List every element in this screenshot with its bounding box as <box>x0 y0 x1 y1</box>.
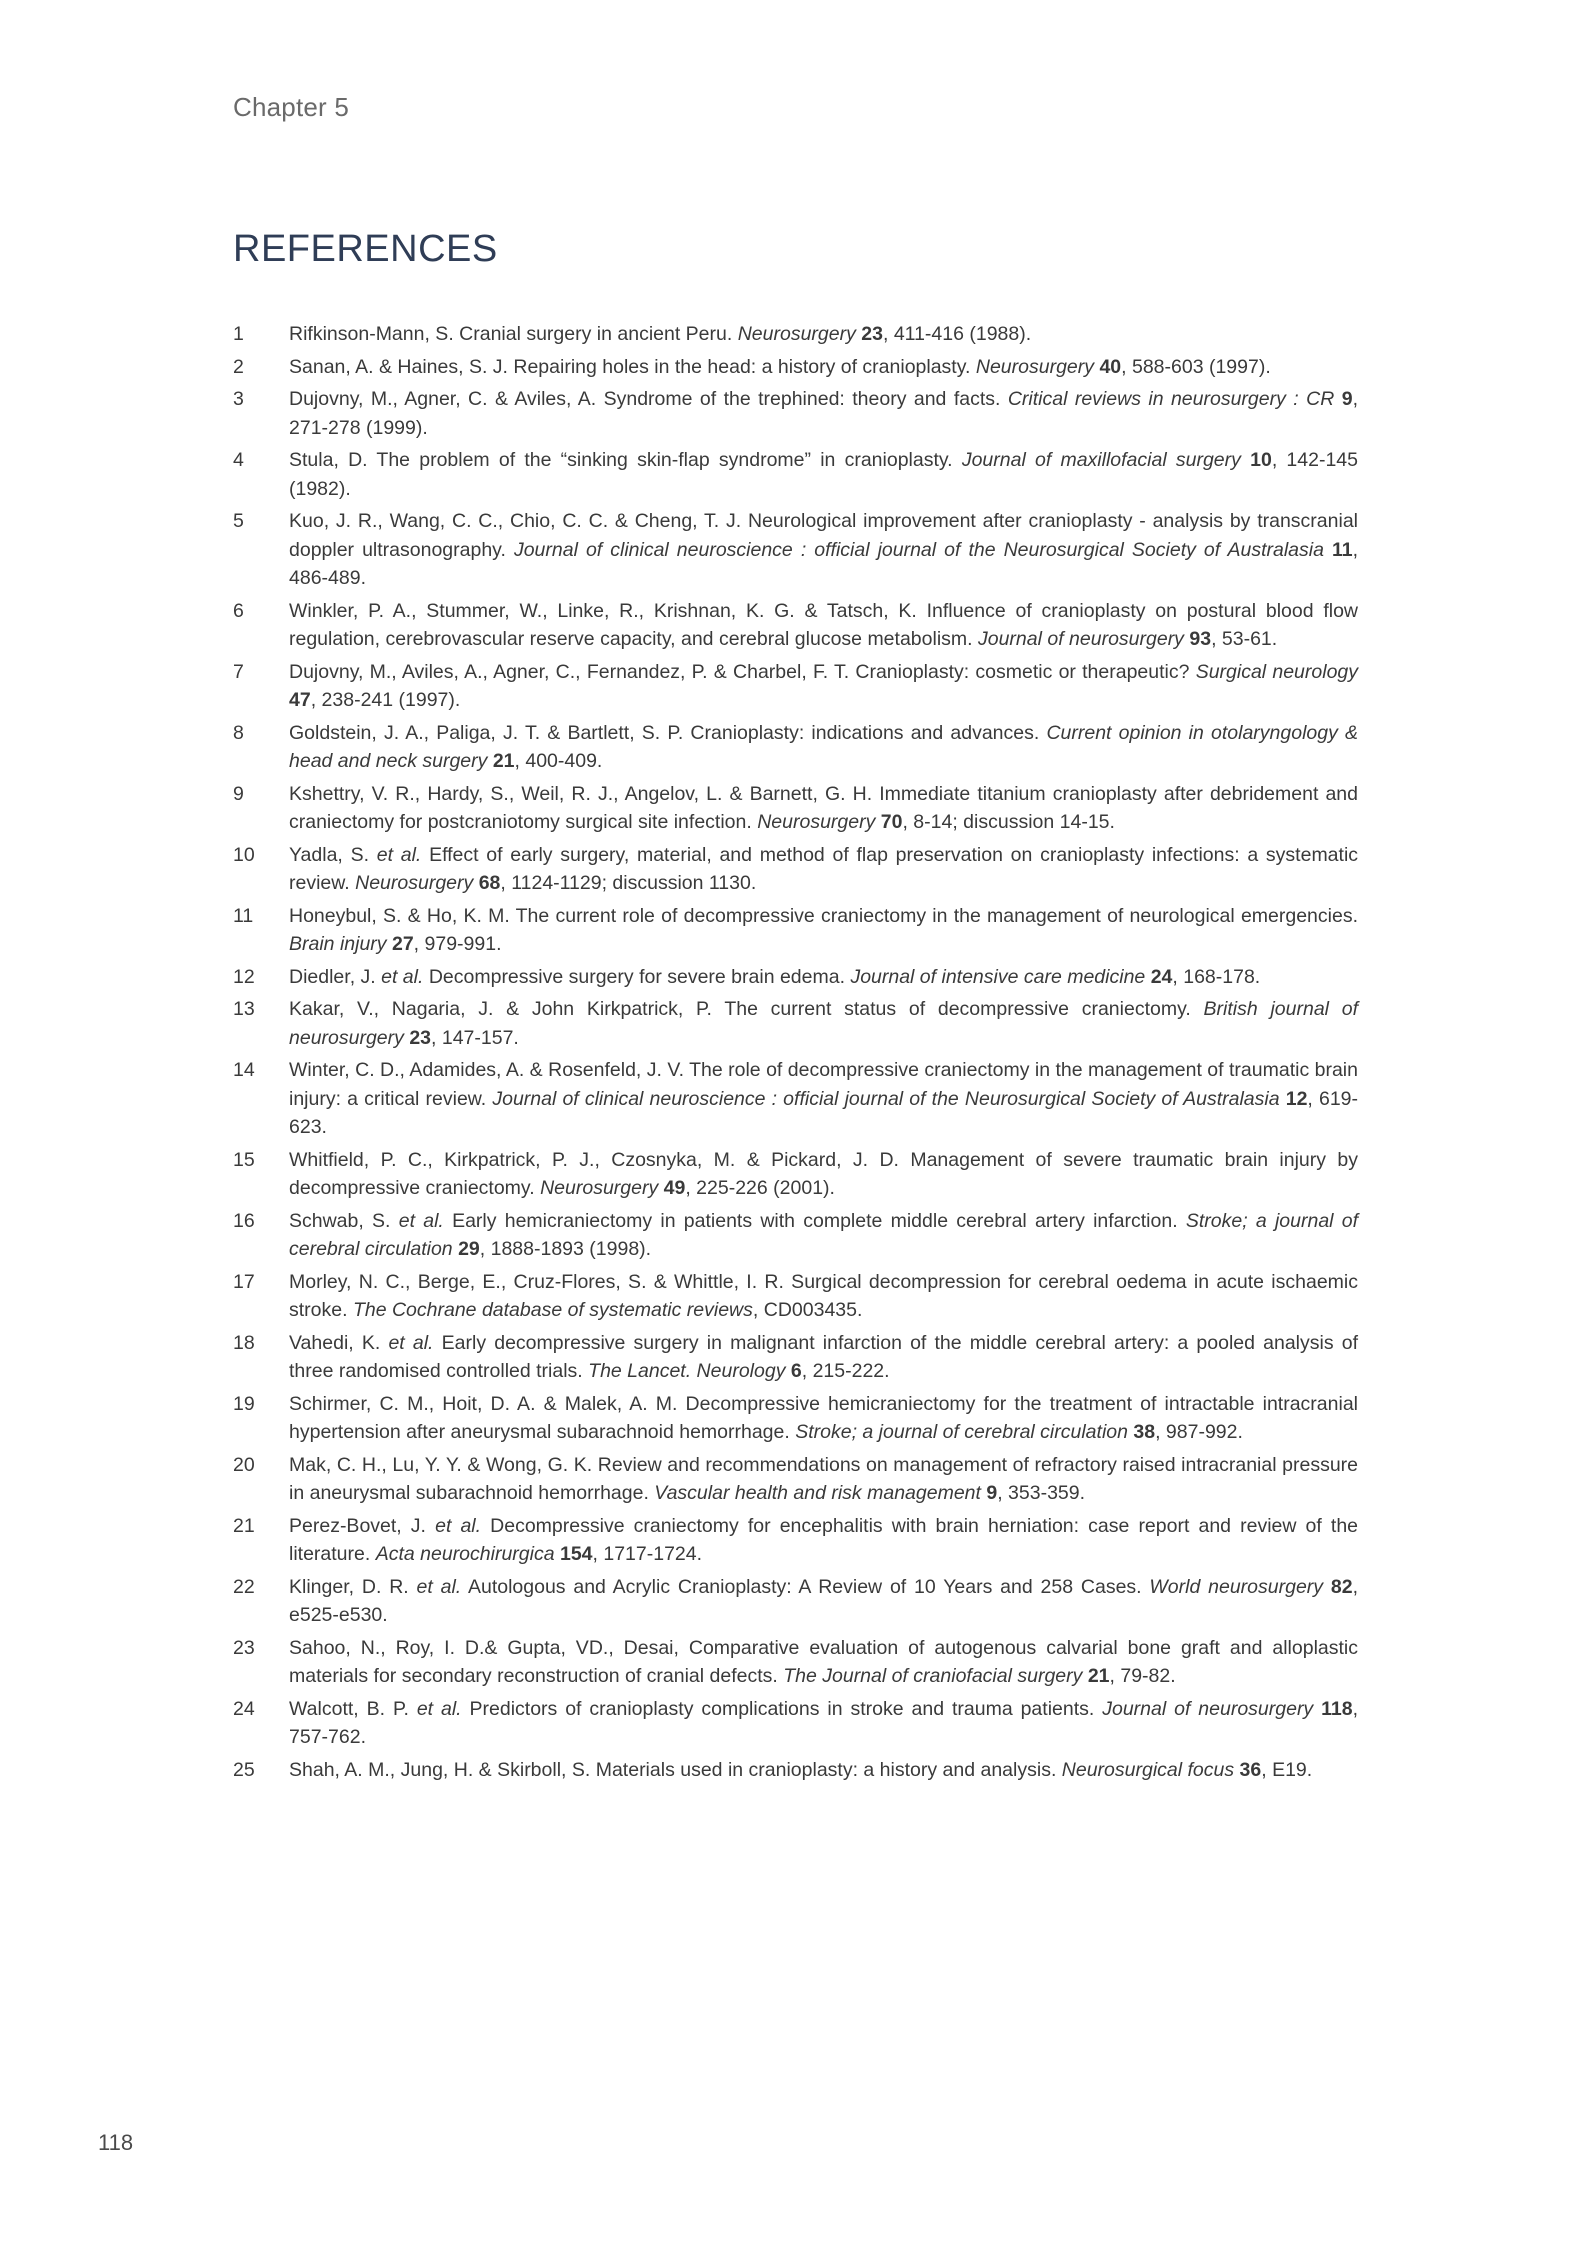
reference-text <box>289 388 1358 439</box>
reference-number: 16 <box>233 1209 255 1232</box>
reference-pages: , 979-991. <box>413 933 502 955</box>
reference-item <box>233 1573 1358 1630</box>
reference-et-al: et al. <box>435 1514 482 1537</box>
reference-text <box>289 905 1358 956</box>
reference-volume: 154 <box>559 1543 593 1565</box>
reference-journal: Surgical neurology <box>1195 660 1359 683</box>
reference-number: 24 <box>233 1697 255 1720</box>
reference-text <box>289 783 1358 834</box>
reference-et-al: et al. <box>398 1209 444 1232</box>
reference-pages: , 987-992. <box>1155 1421 1243 1443</box>
reference-authors: Rifkinson-Mann, S. Cranial surgery in ancient Peru. <box>289 323 733 345</box>
reference-item <box>233 1512 1358 1569</box>
reference-item <box>233 353 1358 382</box>
reference-pages: , 271-278 (1999). <box>289 388 1358 439</box>
reference-text <box>289 661 1358 712</box>
reference-journal: Journal of clinical neuroscience : official journal of the Neurosurgical Society of Australasia <box>513 538 1324 561</box>
reference-text <box>289 1759 1312 1781</box>
reference-item <box>233 1207 1358 1264</box>
reference-pages: , 147-157. <box>431 1026 519 1049</box>
reference-volume: 68 <box>478 872 501 894</box>
reference-item <box>233 1146 1358 1203</box>
reference-item <box>233 320 1358 349</box>
reference-pages: , 588-603 (1997). <box>1121 355 1271 378</box>
reference-pages: , 168-178. <box>1172 965 1261 988</box>
reference-journal: Neurosurgery <box>975 355 1095 378</box>
reference-number: 8 <box>233 721 244 744</box>
reference-item <box>233 995 1358 1052</box>
reference-authors: Morley, N. C., Berge, E., Cruz-Flores, S. & Whittle, I. R. Surgical decompression for cerebral oedema in acute ischaemic stroke. <box>289 1270 1358 1321</box>
reference-journal: Brain injury <box>289 933 387 955</box>
reference-item <box>233 963 1358 992</box>
reference-volume: 118 <box>1321 1697 1353 1720</box>
reference-text <box>289 1271 1358 1322</box>
reference-journal: Vascular health and risk management <box>654 1482 981 1504</box>
reference-number: 9 <box>233 782 244 805</box>
reference-authors: Schwab, S. <box>289 1209 391 1232</box>
reference-journal: Journal of clinical neuroscience : official journal of the Neurosurgical Society of Australasia <box>492 1087 1280 1110</box>
reference-pages: , 1717-1724. <box>592 1543 703 1565</box>
reference-number: 1 <box>233 323 244 345</box>
reference-pages: , 400-409. <box>514 750 603 772</box>
reference-pages: , E19. <box>1261 1758 1313 1781</box>
reference-title: Autologous and Acrylic Cranioplasty: A Review of 10 Years and 258 Cases. <box>467 1575 1142 1598</box>
reference-authors: Whitfield, P. C., Kirkpatrick, P. J., Czosnyka, M. & Pickard, J. D. Management of severe traumatic brain injury by decompressive craniectomy. <box>289 1148 1358 1199</box>
reference-item <box>233 1634 1358 1691</box>
reference-journal: The Journal of craniofacial surgery <box>783 1665 1083 1687</box>
reference-number: 14 <box>233 1059 255 1081</box>
reference-volume: 29 <box>458 1238 480 1260</box>
reference-journal: Neurosurgery <box>737 323 856 345</box>
reference-volume: 38 <box>1133 1421 1156 1443</box>
reference-authors: Kuo, J. R., Wang, C. C., Chio, C. C. & Cheng, T. J. Neurological improvement after cranioplasty - analysis by transcranial doppler ultrasonography. <box>289 510 1358 561</box>
reference-authors: Shah, A. M., Jung, H. & Skirboll, S. Materials used in cranioplasty: a history and analysis. <box>289 1758 1057 1781</box>
reference-item <box>233 446 1358 503</box>
reference-item <box>233 1390 1358 1447</box>
reference-volume: 21 <box>1087 1665 1110 1687</box>
reference-journal: Neurosurgical focus <box>1061 1758 1235 1781</box>
reference-number: 5 <box>233 510 244 532</box>
reference-authors: Winter, C. D., Adamides, A. & Rosenfeld, J. V. The role of decompressive craniectomy in the management of traumatic brain injury: a critical review. <box>289 1059 1358 1110</box>
reference-journal: Neurosurgery <box>540 1177 659 1199</box>
reference-number: 23 <box>233 1636 255 1659</box>
reference-item <box>233 902 1358 959</box>
reference-volume: 70 <box>880 811 903 833</box>
reference-text <box>289 323 1031 345</box>
reference-journal: World neurosurgery <box>1149 1575 1324 1598</box>
reference-pages: , 215-222. <box>801 1360 890 1382</box>
reference-text <box>289 844 1358 895</box>
reference-text <box>289 1059 1358 1138</box>
reference-journal: Journal of intensive care medicine <box>850 965 1146 988</box>
reference-volume: 27 <box>391 933 414 955</box>
reference-volume: 21 <box>492 750 515 772</box>
reference-pages: , 238-241 (1997). <box>310 689 461 711</box>
reference-title: Early decompressive surgery in malignant infarction of the middle cerebral artery: a pooled analysis of three randomised controlled trials. <box>289 1331 1359 1382</box>
reference-authors: Goldstein, J. A., Paliga, J. T. & Bartlett, S. P. Cranioplasty: indications and advances. <box>289 721 1040 744</box>
reference-journal: Neurosurgery <box>757 811 876 833</box>
reference-text <box>289 1698 1358 1749</box>
reference-volume: 10 <box>1250 449 1272 471</box>
reference-item <box>233 719 1358 776</box>
reference-volume: 82 <box>1330 1575 1353 1598</box>
reference-volume: 23 <box>409 1026 432 1049</box>
reference-title: Decompressive craniectomy for encephalitis with brain herniation: case report and review of the literature. <box>289 1514 1359 1565</box>
reference-volume: 93 <box>1189 628 1212 650</box>
reference-et-al: et al. <box>416 1697 462 1720</box>
reference-pages: , CD003435. <box>752 1299 863 1321</box>
reference-volume: 9 <box>1341 388 1353 410</box>
reference-item <box>233 597 1358 654</box>
reference-pages: , e525-e530. <box>289 1575 1358 1626</box>
reference-authors: Kshettry, V. R., Hardy, S., Weil, R. J., Angelov, L. & Barnett, G. H. Immediate titanium cranioplasty after debridement and craniectomy for postcraniotomy surgical site infection. <box>289 782 1358 833</box>
section-title: REFERENCES <box>233 228 498 270</box>
reference-text <box>289 449 1358 500</box>
reference-journal: Stroke; a journal of cerebral circulation <box>289 1209 1359 1260</box>
reference-journal: Stroke; a journal of cerebral circulation <box>795 1421 1128 1443</box>
reference-journal: Current opinion in otolaryngology & head and neck surgery <box>289 721 1359 772</box>
chapter-label: Chapter 5 <box>233 92 349 122</box>
reference-text <box>289 722 1358 773</box>
reference-authors: Winkler, P. A., Stummer, W., Linke, R., Krishnan, K. G. & Tatsch, K. Influence of cranioplasty on postural blood flow regulation, cerebrovascular reserve capacity, and cerebral glucose metabolism. <box>289 599 1358 650</box>
reference-volume: 49 <box>663 1177 686 1199</box>
reference-number: 10 <box>233 843 255 866</box>
reference-list <box>233 320 1358 1788</box>
reference-number: 2 <box>233 355 244 378</box>
reference-volume: 11 <box>1331 538 1353 561</box>
reference-et-al: et al. <box>388 1331 434 1354</box>
reference-volume: 24 <box>1150 965 1173 988</box>
reference-authors: Schirmer, C. M., Hoit, D. A. & Malek, A. M. Decompressive hemicraniectomy for the treatment of intractable intracranial hypertension after aneurysmal subarachnoid hemorrhage. <box>289 1392 1358 1443</box>
reference-number: 11 <box>233 904 254 927</box>
reference-journal: Journal of neurosurgery <box>977 628 1184 650</box>
reference-volume: 23 <box>861 323 883 345</box>
reference-item <box>233 841 1358 898</box>
reference-item <box>233 507 1358 593</box>
reference-text <box>289 1637 1358 1688</box>
reference-authors: Kakar, V., Nagaria, J. & John Kirkpatrick, P. The current status of decompressive craniectomy. <box>289 998 1191 1020</box>
reference-authors: Sahoo, N., Roy, I. D.& Gupta, VD., Desai, Comparative evaluation of autogenous calvarial bone graft and alloplastic materials for secondary reconstruction of cranial defects. <box>289 1636 1358 1687</box>
reference-authors: Dujovny, M., Aviles, A., Agner, C., Fernandez, P. & Charbel, F. T. Cranioplasty: cosmetic or therapeutic? <box>289 660 1190 683</box>
reference-pages: , 142-145 (1982). <box>289 449 1358 500</box>
reference-title: Decompressive surgery for severe brain edema. <box>428 965 846 988</box>
reference-number: 20 <box>233 1453 255 1476</box>
reference-authors: Honeybul, S. & Ho, K. M. The current role of decompressive craniectomy in the management of neurological emergencies. <box>289 904 1358 927</box>
reference-title: Effect of early surgery, material, and method of flap preservation on cranioplasty infections: a systematic review. <box>289 843 1359 894</box>
reference-number: 15 <box>233 1148 255 1171</box>
reference-text <box>289 1393 1358 1444</box>
page-number: 118 <box>98 2130 134 2155</box>
reference-et-al: et al. <box>381 965 424 988</box>
reference-item <box>233 1756 1358 1785</box>
reference-pages: , 8-14; discussion 14-15. <box>902 811 1115 833</box>
reference-text <box>289 1332 1358 1383</box>
reference-journal: Journal of neurosurgery <box>1102 1697 1314 1720</box>
reference-volume: 6 <box>790 1360 802 1382</box>
reference-authors: Diedler, J. <box>289 965 376 988</box>
reference-text <box>289 356 1271 378</box>
reference-item <box>233 780 1358 837</box>
reference-text <box>289 510 1358 589</box>
reference-authors: Perez-Bovet, J. <box>289 1514 426 1537</box>
reference-volume: 9 <box>986 1482 998 1504</box>
reference-pages: , 53-61. <box>1211 628 1278 650</box>
reference-pages: , 486-489. <box>289 538 1359 589</box>
reference-authors: Walcott, B. P. <box>289 1697 409 1720</box>
reference-number: 22 <box>233 1575 255 1598</box>
reference-text <box>289 1515 1358 1566</box>
reference-journal: The Lancet. Neurology <box>588 1360 786 1382</box>
reference-pages: , 619-623. <box>289 1087 1359 1138</box>
reference-title: Early hemicraniectomy in patients with complete middle cerebral artery infarction. <box>452 1209 1178 1232</box>
reference-journal: Critical reviews in neurosurgery : CR <box>1007 388 1335 410</box>
reference-title: Predictors of cranioplasty complications in stroke and trauma patients. <box>469 1697 1095 1720</box>
reference-pages: , 79-82. <box>1109 1665 1176 1687</box>
reference-text <box>289 966 1260 988</box>
reference-text <box>289 1454 1358 1505</box>
reference-pages: , 757-762. <box>289 1697 1358 1748</box>
reference-item <box>233 1056 1358 1142</box>
reference-pages: , 225-226 (2001). <box>685 1177 835 1199</box>
reference-authors: Sanan, A. & Haines, S. J. Repairing holes in the head: a history of cranioplasty. <box>289 355 971 378</box>
reference-authors: Yadla, S. <box>289 843 369 866</box>
reference-volume: 47 <box>289 689 311 711</box>
reference-number: 4 <box>233 449 244 471</box>
reference-item <box>233 1329 1358 1386</box>
reference-pages: , 353-359. <box>997 1482 1086 1504</box>
reference-volume: 36 <box>1239 1758 1262 1781</box>
reference-authors: Mak, C. H., Lu, Y. Y. & Wong, G. K. Review and recommendations on management of refractory raised intracranial pressure in aneurysmal subarachnoid hemorrhage. <box>289 1453 1358 1504</box>
reference-et-al: et al. <box>416 1575 462 1598</box>
reference-number: 6 <box>233 599 244 622</box>
reference-authors: Dujovny, M., Agner, C. & Aviles, A. Syndrome of the trephined: theory and facts. <box>289 388 1001 410</box>
reference-journal: British journal of neurosurgery <box>289 998 1358 1049</box>
reference-item <box>233 385 1358 442</box>
reference-et-al: et al. <box>376 843 422 866</box>
reference-journal: Neurosurgery <box>355 872 474 894</box>
reference-journal: The Cochrane database of systematic reviews <box>352 1299 753 1321</box>
reference-number: 3 <box>233 388 244 410</box>
reference-pages: , 1124-1129; discussion 1130. <box>500 872 757 894</box>
reference-text <box>289 1576 1358 1627</box>
reference-number: 7 <box>233 660 244 683</box>
reference-number: 18 <box>233 1331 255 1354</box>
reference-number: 13 <box>233 998 255 1020</box>
reference-journal: Journal of maxillofacial surgery <box>961 449 1241 471</box>
reference-number: 19 <box>233 1392 255 1415</box>
reference-number: 25 <box>233 1758 255 1781</box>
reference-text <box>289 998 1358 1049</box>
reference-volume: 40 <box>1099 355 1122 378</box>
reference-text <box>289 600 1358 651</box>
reference-item <box>233 1451 1358 1508</box>
reference-journal: Acta neurochirurgica <box>375 1543 555 1565</box>
reference-text <box>289 1149 1358 1200</box>
reference-authors: Stula, D. The problem of the “sinking skin-flap syndrome” in cranioplasty. <box>289 449 953 471</box>
reference-pages: , 411-416 (1988). <box>882 323 1032 345</box>
reference-number: 12 <box>233 965 255 988</box>
reference-volume: 12 <box>1285 1087 1308 1110</box>
reference-number: 17 <box>233 1270 255 1293</box>
reference-authors: Klinger, D. R. <box>289 1575 409 1598</box>
reference-item <box>233 658 1358 715</box>
reference-number: 21 <box>233 1514 255 1537</box>
reference-text <box>289 1210 1358 1261</box>
reference-item <box>233 1695 1358 1752</box>
reference-pages: , 1888-1893 (1998). <box>479 1238 652 1260</box>
reference-authors: Vahedi, K. <box>289 1331 381 1354</box>
reference-item <box>233 1268 1358 1325</box>
